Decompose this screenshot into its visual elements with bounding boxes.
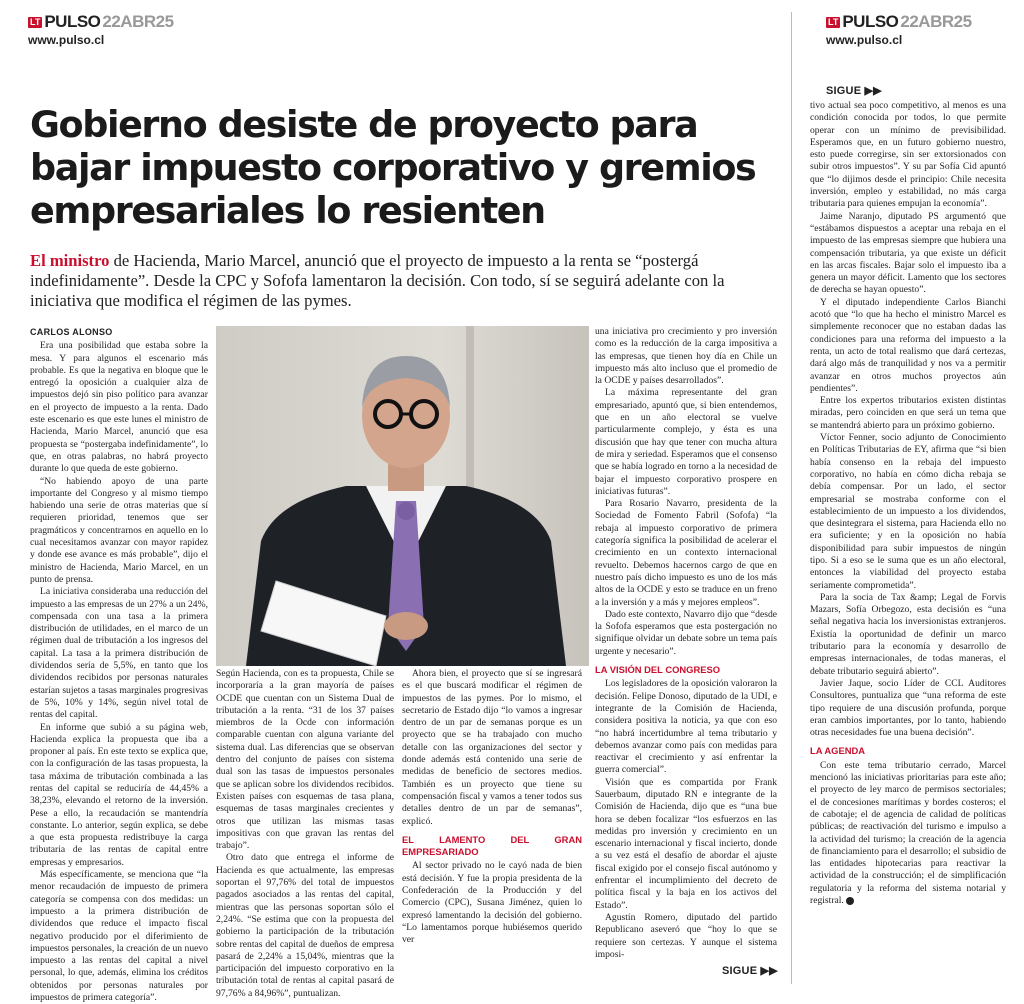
paragraph: Jaime Naranjo, diputado PS argumentó que “estábamos dispuestos a aceptar una rebaja en el impuesto de las empresas siempre que hubiera una compensación tributaria, ya que existe un déficit en las arcas fiscales. Bajar solo el impuesto iba a genera un mayor déficit. Lamento que los sectores de derecha se hayan opuesto”. bbox=[810, 210, 1006, 296]
paragraph: En informe que subió a su página web, Hacienda explica la propuesta que iba a proponer al país. En este texto se explica que, con la configuración de las tasas propuesta, la tasa máxima de tributación combinada a las rentas del capital se reduciría de 44,45% a 38,23%, elevando el retorno de la inversión. Pese a ello, la recaudación se mantendría constante. Lo anterior, según explica, se debe a que esta propuesta redistribuye la carga tributaria de las rentas de capital entre empresas y empresarios. bbox=[30, 721, 208, 868]
brand-name: PULSO bbox=[842, 12, 899, 31]
paragraph: Javier Jaque, socio Líder de CCL Auditores Consultores, puntualiza que “una reforma de este tipo requiere de una discusión profunda, porque eran cambios importantes, por lo tanto, habiendo otras necesidades fue una buena decisión”. bbox=[810, 677, 1006, 739]
byline: CARLOS ALONSO bbox=[30, 327, 113, 337]
column-3 bbox=[595, 326, 777, 966]
end-mark-icon bbox=[846, 897, 854, 905]
right-column bbox=[810, 100, 1006, 986]
paragraph: Y el diputado independiente Carlos Bianchi acotó que “lo que ha hecho el ministro Marcel es simplemente reconocer que no estaban dadas las condiciones para una reforma del impuesto a la renta, un acto de total realismo que dará certezas, dará algo más de tranquilidad y nos va a permitir avanzar en otros muchos proyectos aún pendientes”. bbox=[810, 296, 1006, 394]
subhead-congreso: LA VISIÓN DEL CONGRESO bbox=[595, 664, 721, 676]
paragraph: Ahora bien, el proyecto que sí se ingresará es el que buscará modificar el régimen de impuestos de las pymes. Por lo mismo, el secretario de Estado dijo “lo vamos a ingresar dentro de un par de semanas porque es un proyecto que se ha trabajado con mucho detalle con las organizaciones del sector y donde además está contenido una serie de medidas de beneficio de sectores medios. También es un proyecto que tiene su compensación fiscal y vamos a tener todos sus detalles dentro de un par de semanas”, explicó. bbox=[402, 668, 582, 827]
paragraph: Otro dato que entrega el informe de Hacienda es que actualmente, las empresas soportan el 97,76% del total de impuestos pagados asociados a las rentas del capital, mientras que las personas soportan sólo el 2,24%. “Se estima que con la propuesta del gobierno la participación de la tributación sobre rentas del capital de dueños de empresa pasará de 2,24% a 15,04%, mientras que la participación del impuesto corporativo en la tributación total de rentas al capital pasará de 97,76% a 84,96%”, puntualizan. bbox=[216, 852, 394, 999]
paragraph: Al sector privado no le cayó nada de bien está decisión. Y fue la propia presidenta de la Confederación de la Producción y del Comercio (CPC), Susana Jiménez, quien lo expresó lamentando la decisión del gobierno. “Lo lamentamos porque hubiésemos querido ver bbox=[402, 860, 582, 946]
column-2b bbox=[402, 668, 582, 986]
paragraph: Según Hacienda, con es ta propuesta, Chile se incorporaría a la gran mayoría de países OCDE que cuentan con un Sistema Dual de tributación a la renta. “31 de los 37 países miembros de la Ocde con información comparable cuentan con alguna variante del sistema dual. Las diferencias que se observan dentro del conjunto de países con sistema dual son las tasas de impuestos personales que se aplican sobre los dividendos recibidos. Existen países con esquemas de tasa plana, esquemas de tasas marginales crecientes y otros que utilizan las mismas tasas impositivas con que gravan las rentas del trabajo”. bbox=[216, 668, 394, 852]
issue-date: 22ABR25 bbox=[102, 12, 174, 31]
minister-photo bbox=[216, 326, 589, 666]
paragraph: La máxima representante del gran empresariado, apuntó que, si bien entendemos, que en un año electoral se vuelve particularmente complejo, y ésta es una discusión que hay que tener con mucha altura de mira y seriedad. Esperamos que el consenso que se había logrado en torno a la necesidad de bajar el impuesto corporativo prospere en iniciativas futuras”. bbox=[595, 387, 777, 497]
continuation-page bbox=[790, 0, 1024, 989]
paragraph: Víctor Fenner, socio adjunto de Conocimiento en Políticas Tributarias de EY, afirma que “si bien había consenso en la rebaja del impuesto corporativo, no había en cómo dicha rebaja se debía compensar. Por un lado, el sector empresarial se mostraba conforme con el establecimiento de un impuesto a los dividendos, que desintegrara el sistema, para Hacienda ello no era suficiente; y en la oposición no había disponibilidad para subir impuestos de ningún tipo. Si a eso se le suma que es un año electoral, entonces la viabilidad del proyecto estaba seriamente comprometida”. bbox=[810, 432, 1006, 591]
paragraph: Dado este contexto, Navarro dijo que “desde la Sofofa esperamos que esta postergación no signifique olvidar un debate sobre un tema país urgente y necesario”. bbox=[595, 608, 777, 657]
issue-date: 22ABR25 bbox=[900, 12, 972, 31]
subhead-agenda: LA AGENDA bbox=[810, 745, 866, 757]
paragraph: una iniciativa pro crecimiento y pro inversión como es la reducción de la carga impositiva a las empresas, que tienen hoy día en Chile un impuesto más alto incluso que el promedio de la OCDE y países desarrollados”. bbox=[595, 326, 777, 387]
paragraph: Era una posibilidad que estaba sobre la mesa. Y para algunos el escenario más probable. Es que la negativa en bloque que le entregó la oposición a cualquier alza de impuestos dejó sin piso político para avanzar en el proyecto de impuesto a la renta. Dado este escenario es que este lunes el ministro de Hacienda, Mario Marcel, anunció que esa propuesta se “postergaba indefinidamente”, lo que, en otras palabras, no habrá proyecto durante lo que queda de este gobierno. bbox=[30, 340, 208, 475]
sigue-marker: SIGUE ▶▶ bbox=[722, 965, 778, 977]
brand-name: PULSO bbox=[44, 12, 101, 31]
column-2 bbox=[216, 668, 394, 999]
website-link[interactable]: www.pulso.cl bbox=[28, 33, 105, 47]
website-link[interactable]: www.pulso.cl bbox=[826, 33, 903, 47]
paragraph: Entre los expertos tributarios existen distintas miradas, pero coinciden en que será un tema que se mantendrá abierto para un próximo gobierno. bbox=[810, 395, 1006, 431]
lt-badge: LT bbox=[828, 16, 839, 27]
agenda-text: Con este tema tributario cerrado, Marcel mencionó las iniciativas prioritarias para este año; el proyecto de ley marco de permisos sectoriales; el de concesiones marítimas y bordes costeros; el de cabotaje; el de agencia de calidad de políticas públicas; de reactivación del turismo e impulso a la actividad del turismo; la creación de la agencia de financiamiento para el desarrollo; el subsidio de las entidades hipotecarias para reactivar la actividad de la construcción; el de simplificación regulatoria y la reforma del sistema notarial y registral. bbox=[810, 759, 1006, 906]
paragraph bbox=[810, 760, 1006, 908]
paragraph: Agustín Romero, diputado del partido Republicano aseveró que “hoy lo que se requiere son certezas. Y aunque el sistema imposi- bbox=[595, 911, 777, 960]
lt-badge: LT bbox=[30, 16, 41, 27]
paragraph: Los legisladores de la oposición valoraron la decisión. Felipe Donoso, diputado de la UDI, e integrante de la Comisión de Hacienda, considera positiva la noticia, ya que con eso “no habrá incertidumbre al tema tributario y debemos avanzar como país con medidas para reactivar el crecimiento y así enfrentar la guerra comercial”. bbox=[595, 678, 777, 776]
paragraph: Más específicamente, se menciona que “la menor recaudación de impuesto de primera categoría se compensa con dos medidas: un impuesto a la primera distribución de dividendos que reduce el impacto fiscal negativo producido por el diferimiento de impuestos personales, la creación de un nuevo impuesto a las rentas del capital a nivel personal, lo que, además, elimina los créditos obtenidos por personas naturales por impuestos de primera categoría”. bbox=[30, 869, 208, 1004]
photo-illustration bbox=[216, 326, 589, 666]
masthead-logo bbox=[826, 12, 972, 32]
lead-paragraph bbox=[30, 251, 786, 311]
headline: Gobierno desiste de proyecto para bajar impuesto corporativo y gremios empresariales lo resienten bbox=[30, 103, 756, 232]
lead-text: de Hacienda, Mario Marcel, anunció que el proyecto de impuesto a la renta se “postergá indefinidamente”. Desde la CPC y Sofofa lamentaron la decisión. Con todo, sí se seguirá adelante con la iniciativa que modifica el régimen de las pymes. bbox=[30, 251, 725, 310]
paragraph: Visión que es compartida por Frank Sauerbaum, diputado RN e integrante de la Comisión de Hacienda, dijo que es “una bue hora se deben focalizar “los esfuerzos en las medidas pro inversión y crecimiento en un escenario internacional y fiscal incierto, donde a su vez está el desafío de abordar el ajuste fiscal exigido por el consejo fiscal autónomo y enfrentar el incumplimiento del decreto de política fiscal y la baja en los activos del Estado”. bbox=[595, 776, 777, 911]
column-1 bbox=[30, 326, 208, 1004]
lead-word: El ministro bbox=[30, 251, 110, 270]
sigue-marker: SIGUE ▶▶ bbox=[826, 85, 882, 97]
paragraph: “No habiendo apoyo de una parte importante del Congreso y al mismo tiempo habiendo una serie de otras materias que sí requieren prioridad, tenemos que ser pragmáticos y concentrarnos en aquello en lo cual necesitamos avanzar con mayor rapidez y donde ese avance es más probable”, dijo el ministro de Hacienda, Mario Marcel, en un punto de prensa. bbox=[30, 475, 208, 585]
paragraph: La iniciativa consideraba una reducción del impuesto a las empresas de un 27% a un 24%, compensada con una tasa a la primera distribución de utilidades, en el marco de un régimen dual de tributación a los ingresos del capital. La tasa a la primera distribución de dividendos sería de 5,5%, en tanto que los dividendos recibidos por personas naturales estarían sujetos a tasas marginales progresivas de 5%, 10% y 14%, según nivel total de rentas del capital. bbox=[30, 586, 208, 721]
paragraph: Para la socia de Tax &amp; Legal de Forvis Mazars, Sofía Orbegozo, esta decisión es “una señal negativa hacia los inversionistas extranjeros. Existía la oportunidad de definir un marco tributario para la economía y desarrollo de empresas internacionales, de todas maneras, el debate tributario seguirá abierto”. bbox=[810, 591, 1006, 677]
paragraph: tivo actual sea poco competitivo, al menos es una condición conocida por todos, lo que permite operar con un mínimo de previsibilidad. Esperamos que, en un futuro gobierno nuestro, esto puede corregirse, sin ser extorsionados con subir otros impuestos”. Y su par Sofía Cid apuntó que “lo dijimos desde el principio: Chile necesita inversión, empleo y estabilidad, no más carga tributaria para quienes empujan la economía”. bbox=[810, 100, 1006, 210]
masthead-logo bbox=[28, 12, 174, 32]
paragraph: Para Rosario Navarro, presidenta de la Sociedad de Fomento Fabril (Sofofa) “la rebaja al impuesto corporativo de primera categoría significa la posibilidad de acelerar el crecimiento en un contexto internacional revuelto. Debemos hacernos cargo de que en nuestro país dicho impuesto es uno de los más altos de la OCDE y esto se traduce en un freno a la inversión y a más y mejores empleos”. bbox=[595, 498, 777, 608]
subhead-empresariado: EL LAMENTO DEL GRAN EMPRESARIADO bbox=[402, 833, 582, 858]
